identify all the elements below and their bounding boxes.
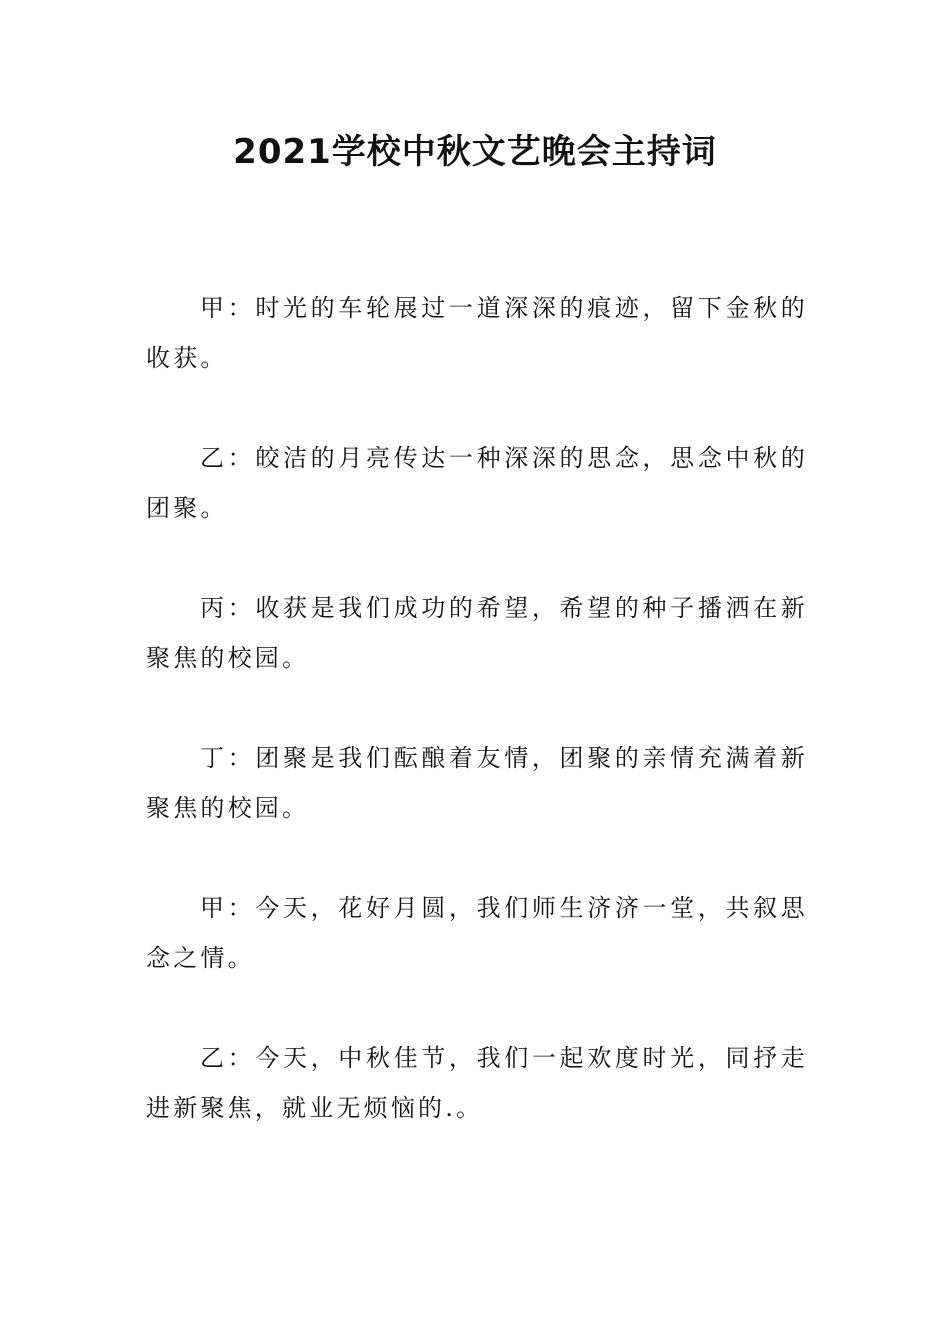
document-body	[146, 283, 808, 1183]
paragraph-jia-1: 甲：时光的车轮展过一道深深的痕迹，留下金秋的收获。	[146, 294, 808, 372]
paragraph-yi-2: 乙：今天，中秋佳节，我们一起欢度时光，同抒走进新聚焦，就业无烦恼的.。	[146, 1044, 808, 1122]
paragraph-yi-1: 乙：皎洁的月亮传达一种深深的思念，思念中秋的团聚。	[146, 444, 808, 522]
document-title: 2021学校中秋文艺晚会主持词	[233, 132, 717, 172]
paragraph-ding: 丁：团聚是我们酝酿着友情，团聚的亲情充满着新聚焦的校园。	[146, 744, 808, 822]
paragraph-jia-2: 甲：今天，花好月圆，我们师生济济一堂，共叙思念之情。	[146, 894, 808, 972]
paragraph-bing: 丙：收获是我们成功的希望，希望的种子播洒在新聚焦的校园。	[146, 594, 808, 672]
